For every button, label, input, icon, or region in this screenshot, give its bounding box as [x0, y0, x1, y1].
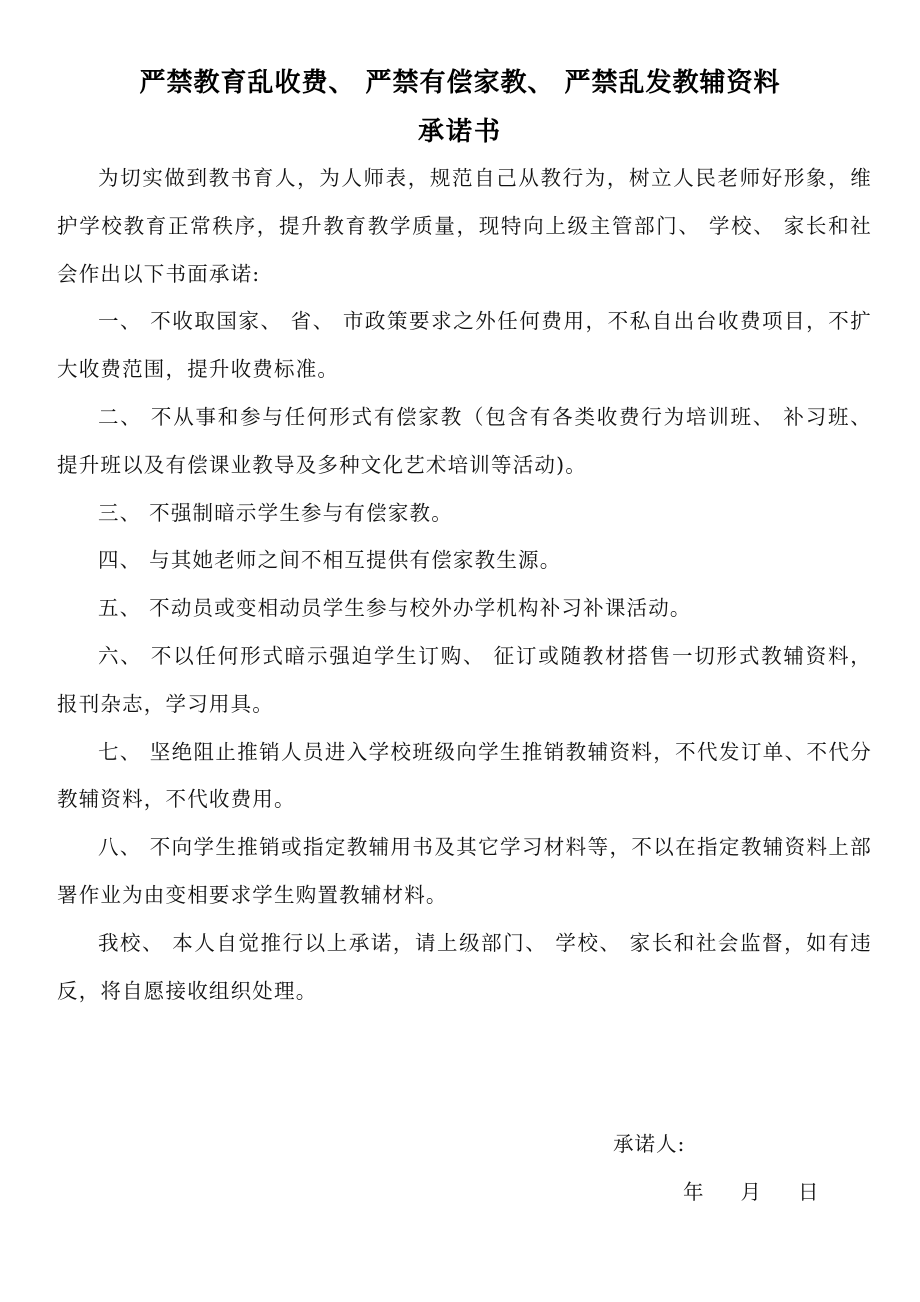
document-title: 严禁教育乱收费、 严禁有偿家教、 严禁乱发教辅资料: [139, 68, 781, 98]
pledge-item-1: 一、 不收取国家、 省、 市政策要求之外任何费用，不私自出台收费项目，不扩大收费范围，提升收费标准。: [57, 309, 872, 382]
pledge-item-2: 二、 不从事和参与任何形式有偿家教（包含有各类收费行为培训班、 补习班、 提升班以及有偿课业教导及多种文化艺术培训等活动)。: [57, 404, 872, 477]
intro-paragraph: 为切实做到教书育人，为人师表，规范自己从教行为，树立人民老师好形象，维护学校教育正常秩序，提升教育教学质量，现特向上级主管部门、 学校、 家长和社会作出以下书面承诺:: [57, 166, 872, 286]
pledge-item-5: 五、 不动员或变相动员学生参与校外办学机构补习补课活动。: [98, 596, 692, 621]
signature-label: 承诺人:: [613, 1132, 686, 1156]
closing-paragraph: 我校、 本人自觉推行以上承诺，请上级部门、 学校、 家长和社会监督，如有违反，将自愿接收组织处理。: [57, 930, 872, 1003]
signature-date: [683, 1178, 820, 1206]
pledge-item-4: 四、 与其她老师之间不相互提供有偿家教生源。: [98, 548, 562, 573]
pledge-item-3: 三、 不强制暗示学生参与有偿家教。: [98, 500, 453, 525]
date-year: 年: [683, 1180, 705, 1204]
pledge-item-8: 八、 不向学生推销或指定教辅用书及其它学习材料等，不以在指定教辅资料上部署作业为由变相要求学生购置教辅材料。: [57, 835, 872, 907]
date-day: 日: [798, 1180, 820, 1204]
date-month: 月: [740, 1180, 762, 1204]
pledge-item-6: 六、 不以任何形式暗示强迫学生订购、 征订或随教材搭售一切形式教辅资料，报刊杂志，学习用具。: [57, 643, 872, 716]
pledge-item-7: 七、 坚绝阻止推销人员进入学校班级向学生推销教辅资料，不代发订单、不代分教辅资料，不代收费用。: [57, 739, 872, 812]
document-body: [57, 155, 872, 1015]
document-subtitle: 承诺书: [417, 117, 502, 147]
